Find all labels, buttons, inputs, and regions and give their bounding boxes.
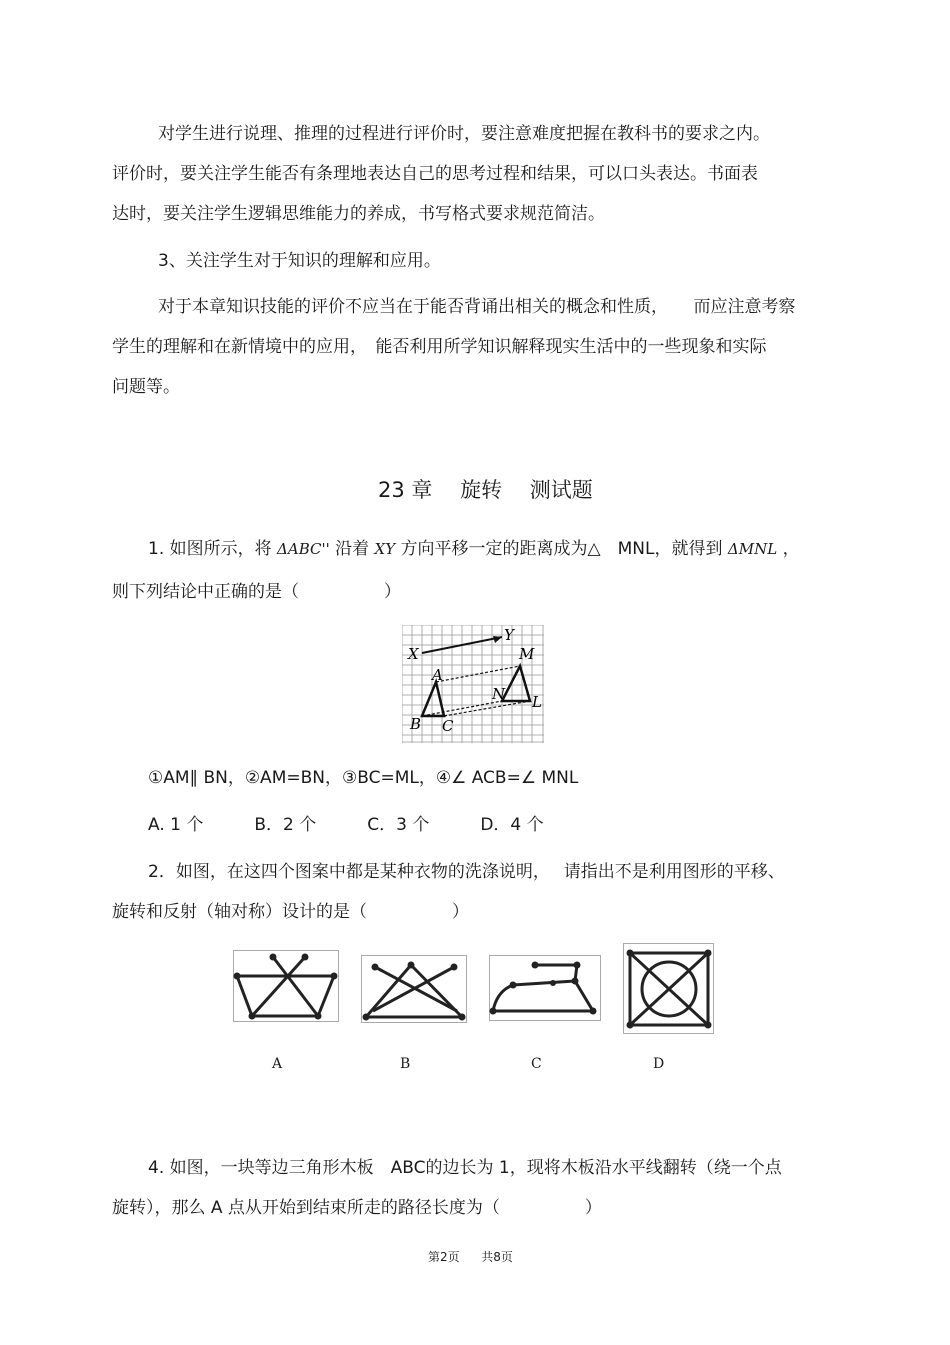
q1-part-2: 沿着 — [335, 539, 370, 559]
q2-line-1: 2．如图，在这四个图案中都是某种衣物的洗涤说明， 请指出不是利用图形的平移、 — [148, 862, 785, 882]
q1-formula-mnl: ΔMNL — [727, 540, 778, 558]
figure-label-a: A — [272, 1056, 283, 1072]
point-3-line-2: 学生的理解和在新情境中的应用， 能否利用所学知识解释现实生活中的一些现象和实际 — [112, 337, 767, 357]
label-m: M — [519, 645, 535, 663]
point-3-line-1: 对于本章知识技能的评价不应当在于能否背诵出相关的概念和性质， 而应注意考察 — [158, 297, 796, 317]
label-c: C — [442, 717, 454, 735]
label-a: A — [432, 666, 443, 684]
label-n: N — [492, 685, 506, 703]
figure-label-d: D — [653, 1056, 665, 1072]
total-pages: 共8页 — [481, 1250, 513, 1264]
triangle-mnl — [502, 666, 530, 701]
label-x: X — [408, 645, 419, 663]
q1-line-2: 则下列结论中正确的是（ ） — [112, 582, 401, 602]
figure-a — [233, 950, 339, 1022]
figure-d — [623, 943, 714, 1034]
page-footer — [428, 1248, 513, 1265]
paragraph-1-line-1: 对学生进行说理、推理的过程进行评价时，要注意难度把握在教科书的要求之内。 — [158, 124, 770, 144]
paragraph-1-line-2: 评价时，要关注学生能否有条理地表达自己的思考过程和结果，可以口头表达。书面表 — [112, 164, 758, 184]
figure-label-c: C — [531, 1056, 542, 1072]
q1-part-1: 1. 如图所示，将 — [148, 539, 272, 559]
q1-part-3: 方向平移一定的距离成为△ MNL，就得到 — [400, 539, 723, 559]
point-3-heading: 3、关注学生对于知识的理解和应用。 — [158, 251, 441, 271]
point-3-line-3: 问题等。 — [112, 377, 180, 397]
figure-label-b: B — [400, 1056, 411, 1072]
label-y: Y — [504, 626, 514, 644]
label-l: L — [532, 693, 542, 711]
q1-statements: ①AM∥ BN，②AM=BN，③BC=ML，④∠ ACB=∠ MNL — [148, 768, 579, 788]
q4-line-2: 旋转），那么 A 点从开始到结束所走的路径长度为（ ） — [112, 1198, 602, 1218]
xy-arrow-head — [493, 636, 502, 643]
q4-line-1: 4. 如图，一块等边三角形木板 ABC的边长为 1，现将木板沿水平线翻转（绕一个点 — [148, 1158, 782, 1178]
label-b: B — [410, 715, 422, 733]
triangle-abc — [422, 682, 444, 716]
q1-line-1 — [148, 538, 800, 560]
section-title: 23 章 旋转 测试题 — [378, 478, 593, 502]
q1-formula-abc: ΔABC'' — [277, 540, 330, 558]
figure-b — [361, 955, 467, 1023]
q1-options: A. 1 个 B．2 个 C．3 个 D．4 个 — [148, 815, 544, 835]
page-number: 第2页 — [428, 1250, 460, 1264]
paragraph-1-line-3: 达时，要关注学生逻辑思维能力的养成，书写格式要求规范简洁。 — [112, 204, 605, 224]
q2-line-2: 旋转和反射（轴对称）设计的是（ ） — [112, 902, 469, 922]
q1-formula-xy: XY — [374, 540, 396, 558]
figure-c — [489, 955, 601, 1021]
q1-translation-figure — [402, 625, 544, 743]
q1-part-4: ， — [782, 539, 800, 559]
